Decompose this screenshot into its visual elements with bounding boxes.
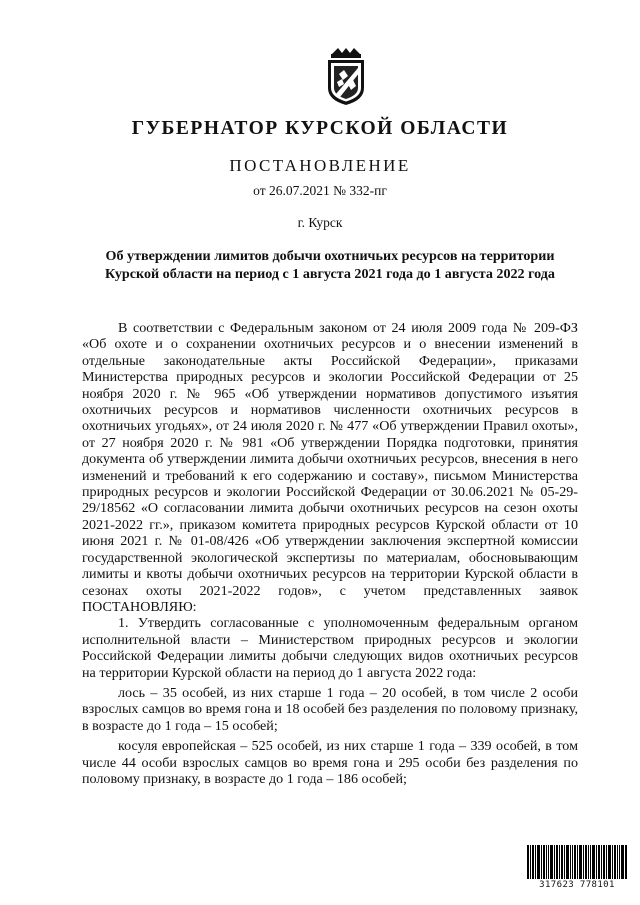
governor-title: ГУБЕРНАТОР КУРСКОЙ ОБЛАСТИ [131, 118, 509, 139]
paragraph-elk: лось – 35 особей, из них старше 1 года – 20 особей, в том числе 2 особи взрослых самцов во время гона и 18 особей без разделения по половому признаку, в возрасте до 1 года – 15 особей; [82, 684, 578, 734]
barcode-number: 317623 778101 [539, 880, 615, 890]
kursk-coat-of-arms-icon [326, 48, 366, 106]
paragraph-preamble: В соответствии с Федеральным законом от 24 июля 2009 года № 209-ФЗ «Об охоте и о сохранении охотничьих ресурсов и о внесении изменений в отдельные законодательные акты Российской Федерации», приказами Министерства природных ресурсов и экологии Российской Федерации от 25 ноября 2020 г. № 965 «Об утверждении нормативов допустимого изъятия охотничьих ресурсов и нормативов численности охотничьих ресурсов в охотничьих угодьях», от 24 июля 2020 г. № 477 «Об утверждении Правил охоты», от 27 ноября 2020 г. № 981 «Об утверждении Порядка подготовки, принятия документа об утверждении лимита добычи охотничьих ресурсов, внесения в него изменений и требований к его содержанию и составу», письмом Министерства природных ресурсов и экологии Российской Федерации от 30.06.2021 № 05-29-29/18562 «О согласовании лимита добычи охотничьих ресурсов на сезон охоты 2021-2022 гг.», приказом комитета природных ресурсов Курской области от 10 июня 2021 г. № 01-08/426 «Об утверждении заключения экспертной комиссии государственной экологической экспертизы по материалам, обосновывающим лимиты и квоты добычи охотничьих ресурсов на территории Курской области в сезонах охоты 2021-2022 годов», с учетом представленных заявок ПОСТАНОВЛЯЮ: [82, 320, 578, 615]
paragraph-item-1: 1. Утвердить согласованные с уполномоченным федеральным органом исполнительной власти – Министерством природных ресурсов и экологии Российской Федерации лимиты добычи следующих видов охотничьих ресурсов на территории Курской области на период до 1 августа 2022 года: [82, 615, 578, 681]
paragraph-roe-deer: косуля европейская – 525 особей, из них старше 1 года – 339 особей, в том числе 44 особи взрослых самцов во время гона и 295 особи без разделения по половому признаку, в возрасте до 1 года – 186 особей; [82, 738, 578, 787]
document-subject: Об утверждении лимитов добычи охотничьих ресурсов на территории Курской области на период с 1 августа 2021 года до 1 августа 2022 года [105, 248, 555, 282]
document-type: ПОСТАНОВЛЕНИЕ [229, 156, 411, 175]
date-number: от 26.07.2021 № 332-пг [253, 183, 387, 198]
city: г. Курск [297, 215, 343, 230]
document-body [82, 320, 578, 787]
